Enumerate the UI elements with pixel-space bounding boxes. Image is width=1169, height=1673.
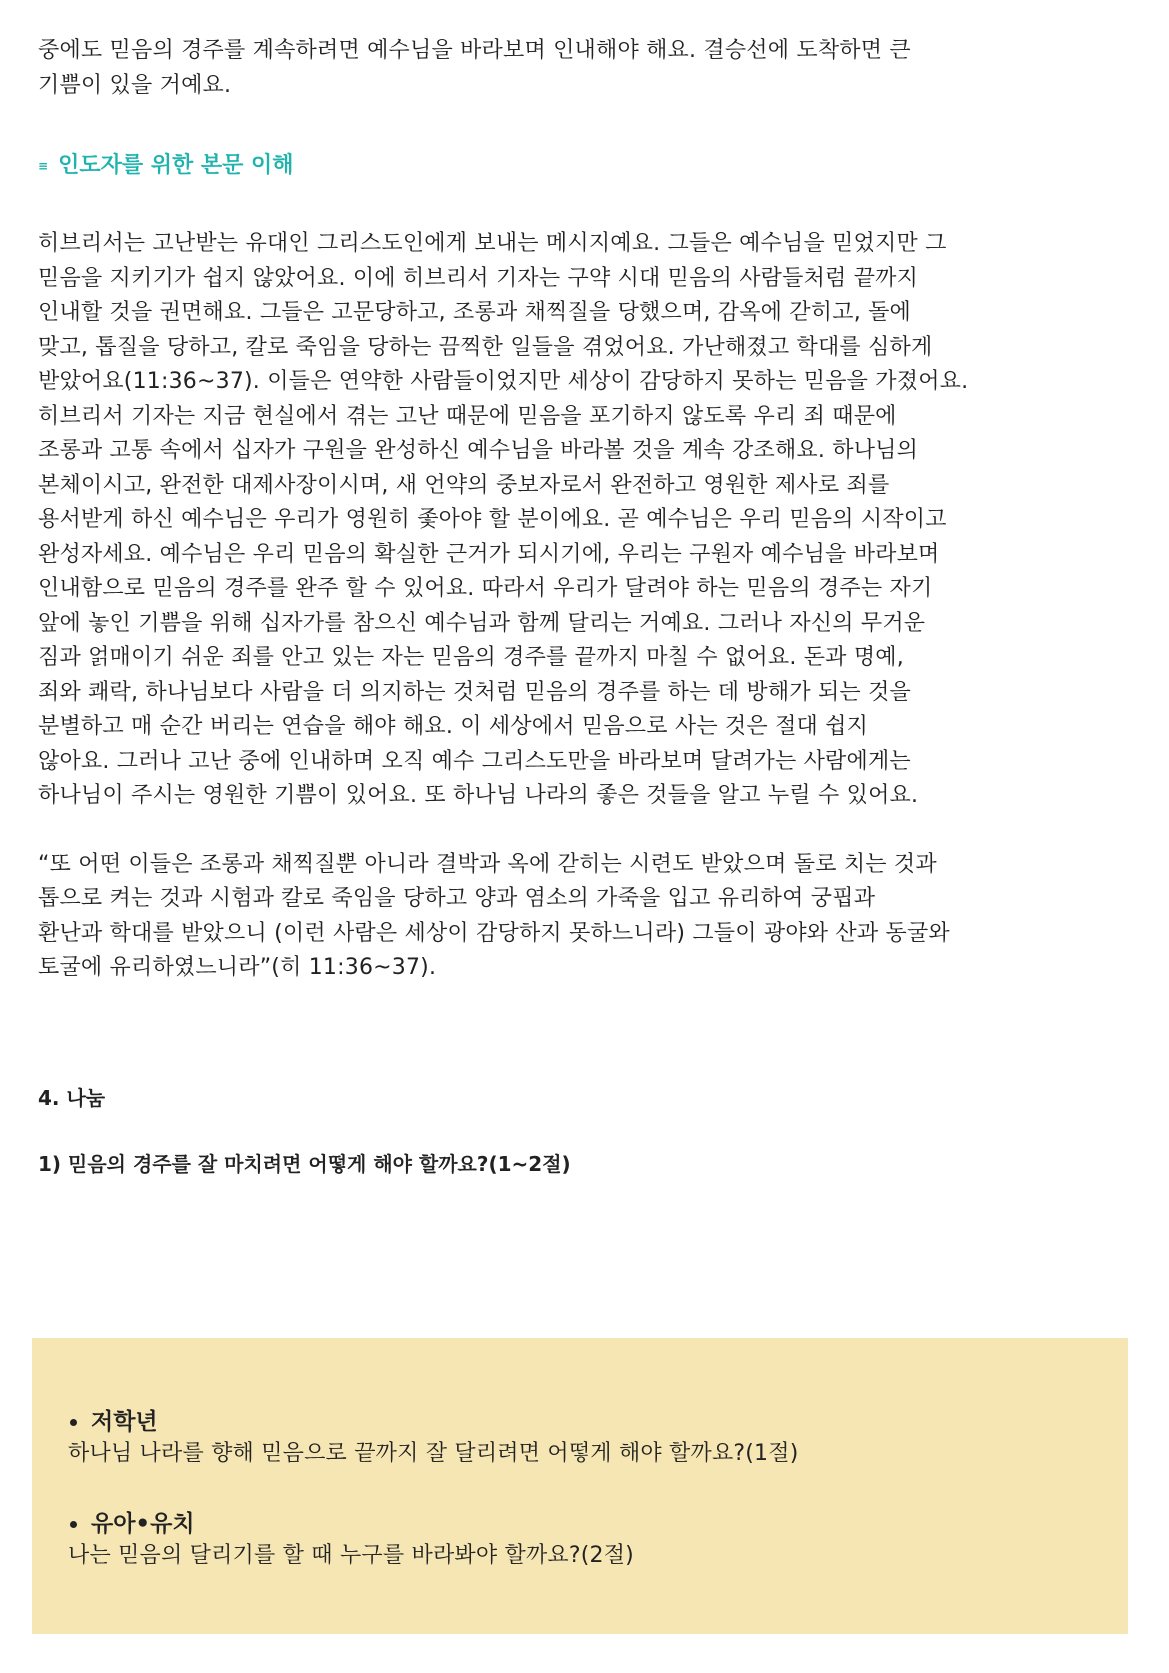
body-line: 맞고, 톱질을 당하고, 칼로 죽임을 당하는 끔찍한 일들을 겪었어요. 가난해졌고 학대를 심하게 xyxy=(38,334,933,360)
body-line: 않아요. 그러나 고난 중에 인내하며 오직 예수 그리스도만을 바라보며 달려가는 사람에게는 xyxy=(38,748,911,774)
quote-line: “또 어떤 이들은 조롱과 채찍질뿐 아니라 결박과 옥에 갇히는 시련도 받았으며 돌로 치는 것과 xyxy=(38,851,937,877)
grade-block-kindergarten xyxy=(68,1508,634,1572)
body-line: 용서받게 하신 예수님은 우리가 영원히 좇아야 할 분이에요. 곧 예수님은 우리 믿음의 시작이고 xyxy=(38,507,947,532)
body-line: 받았어요(11:36~37). 이들은 연약한 사람들이었지만 세상이 감당하지 못하는 믿음을 가졌어요. xyxy=(38,369,969,394)
body-line: 조롱과 고통 속에서 십자가 구원을 완성하신 예수님을 바라볼 것을 계속 강조해요. 하나님의 xyxy=(38,438,919,463)
body-line: 짐과 얽매이기 쉬운 죄를 안고 있는 자는 믿음의 경주를 끝까지 마칠 수 없어요. 돈과 명예, xyxy=(38,645,904,670)
scripture-quote xyxy=(38,848,1128,986)
quote-line: 환난과 학대를 받았으니 (이런 사람은 세상이 감당하지 못하느니라) 그들이 광야와 산과 동굴와 xyxy=(38,920,950,946)
body-line: 완성자세요. 예수님은 우리 믿음의 확실한 근거가 되시기에, 우리는 구원자 예수님을 바라보며 xyxy=(38,541,940,567)
body-line: 본체이시고, 완전한 대제사장이시며, 새 언약의 중보자로서 완전하고 영원한 제사로 죄를 xyxy=(38,472,890,498)
sharing-title: 4. 나눔 xyxy=(38,1085,106,1110)
quote-line: 토굴에 유리하였느니라”(히 11:36~37). xyxy=(38,955,437,980)
document-page xyxy=(38,34,1128,1179)
body-line: 분별하고 매 순간 버리는 연습을 해야 해요. 이 세상에서 믿음으로 사는 것은 절대 쉽지 xyxy=(38,714,869,739)
body-line: 믿음을 지키기가 쉽지 않았어요. 이에 히브리서 기자는 구약 시대 믿음의 사람들처럼 끝까지 xyxy=(38,265,919,291)
intro-paragraph xyxy=(38,34,1128,103)
body-line: 히브리서 기자는 지금 현실에서 겪는 고난 때문에 믿음을 포기하지 않도록 우리 죄 때문에 xyxy=(38,403,897,429)
grade-question: 하나님 나라를 향해 믿음으로 끝까지 잘 달리려면 어떻게 해야 할까요?(1절) xyxy=(68,1441,799,1466)
bullet-icon xyxy=(70,1521,77,1528)
body-line: 죄와 쾌락, 하나님보다 사람을 더 의지하는 것처럼 믿음의 경주를 하는 데 방해가 되는 것을 xyxy=(38,679,911,705)
grade-block-lower xyxy=(68,1406,799,1470)
body-line: 히브리서는 고난받는 유대인 그리스도인에게 보내는 메시지예요. 그들은 예수님을 믿었지만 그 xyxy=(38,231,947,256)
sharing-question: 1) 믿음의 경주를 잘 마치려면 어떻게 해야 할까요?(1~2절) xyxy=(38,1151,571,1176)
body-line: 인내함으로 믿음의 경주를 완주 할 수 있어요. 따라서 우리가 달려야 하는 믿음의 경주는 자기 xyxy=(38,576,933,601)
grade-label: 유아•유치 xyxy=(91,1511,195,1537)
body-line: 하나님이 주시는 영원한 기쁨이 있어요. 또 하나님 나라의 좋은 것들을 알고 누릴 수 있어요. xyxy=(38,783,919,808)
section-heading xyxy=(38,149,1128,183)
intro-line: 기쁨이 있을 거예요. xyxy=(38,72,232,98)
body-line: 인내할 것을 권면해요. 그들은 고문당하고, 조롱과 채찍질을 당했으며, 감옥에 갇히고, 돌에 xyxy=(38,300,911,325)
intro-line: 중에도 믿음의 경주를 계속하려면 예수님을 바라보며 인내해야 해요. 결승선에 도착하면 큰 xyxy=(38,38,911,63)
section-title: 인도자를 위한 본문 이해 xyxy=(58,153,294,178)
menu-lines-icon: ≡ xyxy=(38,159,49,173)
answer-box xyxy=(32,1338,1128,1634)
grade-label: 저학년 xyxy=(91,1409,158,1435)
quote-line: 톱으로 켜는 것과 시험과 칼로 죽임을 당하고 양과 염소의 가죽을 입고 유리하여 궁핍과 xyxy=(38,886,876,911)
bullet-icon xyxy=(70,1419,77,1426)
grade-title xyxy=(68,1508,634,1540)
grade-title xyxy=(68,1406,799,1438)
body-line: 앞에 놓인 기쁨을 위해 십자가를 참으신 예수님과 함께 달리는 거예요. 그러나 자신의 무거운 xyxy=(38,610,926,636)
grade-question: 나는 믿음의 달리기를 할 때 누구를 바라봐야 할까요?(2절) xyxy=(68,1543,634,1568)
body-paragraph xyxy=(38,227,1128,814)
